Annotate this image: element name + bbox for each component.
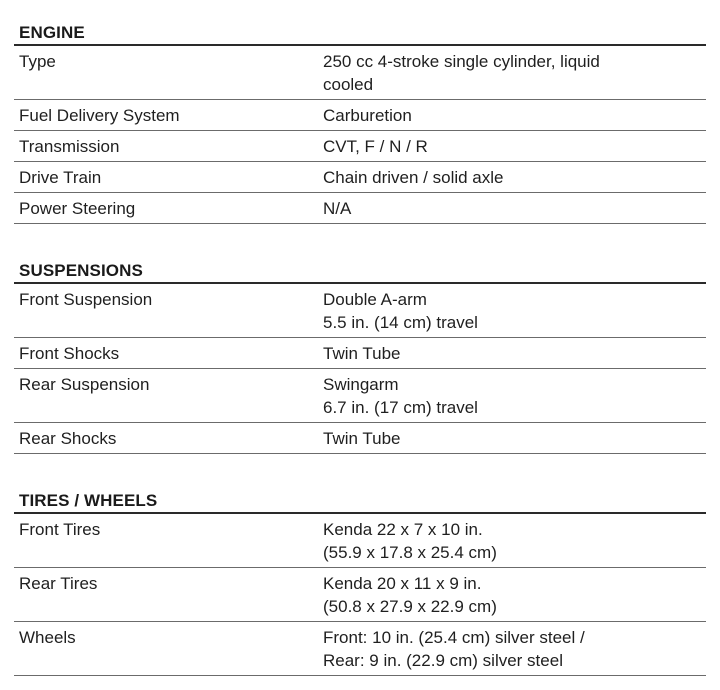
spec-row-wheels bbox=[14, 622, 706, 676]
spec-value bbox=[323, 288, 706, 334]
spec-label: Rear Suspension bbox=[19, 375, 150, 394]
spec-row-rear-shocks bbox=[14, 423, 706, 454]
spec-label: Type bbox=[19, 52, 56, 71]
spec-value-line: Swingarm bbox=[323, 375, 399, 394]
spec-label: Wheels bbox=[19, 628, 76, 647]
spec-value-line: Front: 10 in. (25.4 cm) silver steel / bbox=[323, 628, 585, 647]
spec-row-rear-tires bbox=[14, 568, 706, 622]
spec-value bbox=[323, 50, 706, 96]
spec-value-line: Twin Tube bbox=[323, 344, 401, 363]
section-tires-wheels bbox=[14, 490, 706, 676]
spec-row-rear-suspension bbox=[14, 369, 706, 423]
spec-value bbox=[323, 197, 706, 220]
spec-value bbox=[323, 135, 706, 158]
spec-label: Drive Train bbox=[19, 168, 102, 187]
spec-label: Rear Tires bbox=[19, 574, 98, 593]
spec-value bbox=[323, 104, 706, 127]
section-engine bbox=[14, 22, 706, 224]
spec-value-line: Chain driven / solid axle bbox=[323, 168, 504, 187]
spec-value-line: 6.7 in. (17 cm) travel bbox=[323, 398, 478, 417]
spec-value-line: Kenda 20 x 11 x 9 in. bbox=[323, 574, 482, 593]
spec-row-power-steering bbox=[14, 193, 706, 224]
spec-row-drive-train bbox=[14, 162, 706, 193]
spec-value bbox=[323, 166, 706, 189]
spec-label: Front Suspension bbox=[19, 290, 153, 309]
section-title: ENGINE bbox=[14, 22, 706, 46]
spec-value-line: (50.8 x 27.9 x 22.9 cm) bbox=[323, 597, 497, 616]
spec-value bbox=[323, 373, 706, 419]
section-suspensions bbox=[14, 260, 706, 454]
spec-label: Rear Shocks bbox=[19, 429, 117, 448]
spec-label: Fuel Delivery System bbox=[19, 106, 180, 125]
spec-label: Power Steering bbox=[19, 199, 136, 218]
spec-label: Transmission bbox=[19, 137, 120, 156]
section-title: TIRES / WHEELS bbox=[14, 490, 706, 514]
spec-value-line: Kenda 22 x 7 x 10 in. bbox=[323, 520, 483, 539]
spec-value-line: Carburetion bbox=[323, 106, 412, 125]
spec-value-line: CVT, F / N / R bbox=[323, 137, 428, 156]
spec-row-fuel-delivery-system bbox=[14, 100, 706, 131]
spec-row-front-suspension bbox=[14, 284, 706, 338]
spec-value-line: (55.9 x 17.8 x 25.4 cm) bbox=[323, 543, 497, 562]
spec-value bbox=[323, 572, 706, 618]
spec-row-transmission bbox=[14, 131, 706, 162]
spec-value-line: N/A bbox=[323, 199, 352, 218]
spec-value bbox=[323, 626, 706, 672]
spec-row-front-shocks bbox=[14, 338, 706, 369]
spec-value-line: 250 cc 4-stroke single cylinder, liquid bbox=[323, 52, 600, 71]
spec-value bbox=[323, 518, 706, 564]
spec-value-line: 5.5 in. (14 cm) travel bbox=[323, 313, 478, 332]
spec-value-line: Rear: 9 in. (22.9 cm) silver steel bbox=[323, 651, 563, 670]
spec-value-line: cooled bbox=[323, 75, 374, 94]
spec-value-line: Double A-arm bbox=[323, 290, 427, 309]
spec-value bbox=[323, 427, 706, 450]
spec-label: Front Tires bbox=[19, 520, 101, 539]
section-title: SUSPENSIONS bbox=[14, 260, 706, 284]
spec-label: Front Shocks bbox=[19, 344, 120, 363]
spec-value-line: Twin Tube bbox=[323, 429, 401, 448]
spec-row-front-tires bbox=[14, 514, 706, 568]
spec-row-type bbox=[14, 46, 706, 100]
spec-value bbox=[323, 342, 706, 365]
spec-sheet bbox=[14, 22, 706, 676]
